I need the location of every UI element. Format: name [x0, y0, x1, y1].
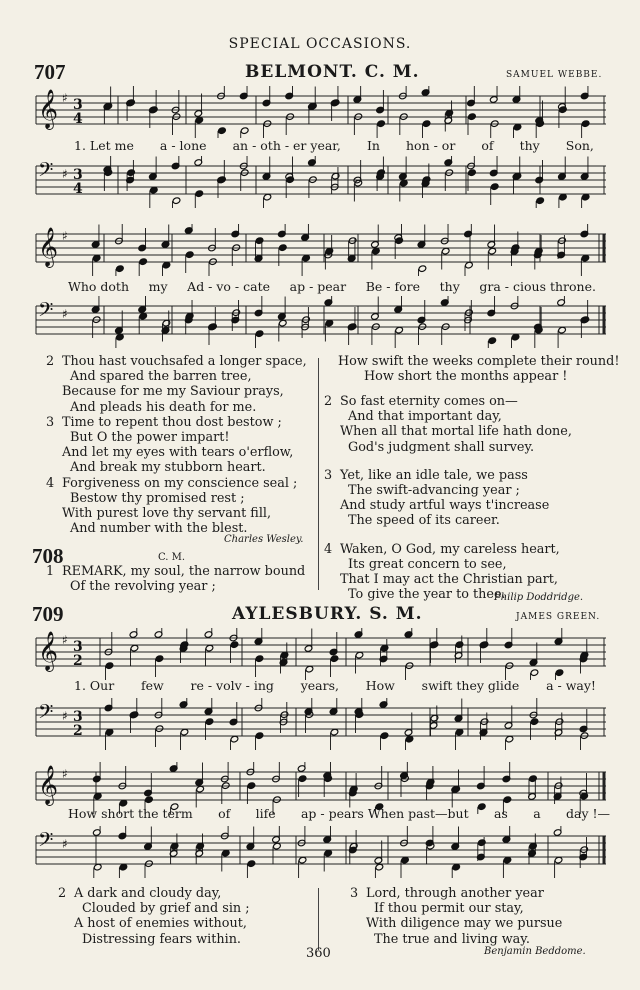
verse-text: But O the power impart! — [70, 430, 230, 446]
verse-line — [324, 483, 572, 498]
verse-text: The speed of its career. — [348, 513, 500, 529]
lyric-word: hon - or — [406, 138, 456, 153]
hymn-707-author: Charles Wesley. — [224, 534, 304, 545]
lyric-word: Be - fore — [365, 279, 420, 294]
verse-number: 1 — [46, 564, 55, 579]
verse-text: A dark and cloudy day, — [74, 886, 222, 901]
treble-clef-icon: 𝄞 — [38, 631, 59, 671]
belmont-bass-staff-1 — [0, 156, 640, 208]
bass-clef-icon: 𝄢 — [38, 158, 54, 186]
time-signature-bottom: 4 — [73, 181, 83, 197]
lyric-word: Son, — [565, 138, 594, 153]
verse-text: REMARK, my soul, the narrow bound — [62, 564, 306, 579]
verse-text: And that important day, — [348, 409, 502, 425]
verse-line — [324, 424, 572, 439]
hymn-707-tune: BELMONT. C. M. — [245, 62, 420, 82]
hymn-708-verse-1 — [46, 564, 305, 594]
verse-line — [324, 542, 572, 557]
column-divider-bottom — [318, 888, 319, 950]
lyric-word: 1. Let me — [74, 138, 134, 153]
lyric-word: as — [493, 806, 508, 821]
sharp-icon: ♯ — [62, 307, 68, 321]
verse-text: With purest love thy servant fill, — [62, 506, 272, 522]
verse-line — [58, 916, 250, 931]
treble-clef-icon: 𝄞 — [38, 227, 59, 267]
hymn-707-lyrics-line-1 — [74, 138, 594, 153]
hymn-707-composer: SAMUEL WEBBE. — [506, 70, 603, 80]
hymn-707-lyrics-line-2 — [68, 279, 596, 294]
verse-line — [350, 901, 562, 916]
lyric-word: Ad - vo - cate — [187, 279, 271, 294]
lyric-word: gra - cious throne. — [479, 279, 596, 294]
hymn-709-lyrics-line-2 — [68, 806, 610, 821]
lyric-word: thy — [519, 138, 540, 153]
verse-text: Lord, through another year — [366, 886, 544, 901]
time-signature-bottom: 2 — [73, 723, 83, 739]
verse-line — [46, 460, 307, 475]
verse-line — [324, 513, 572, 528]
hymn-708-verses — [324, 394, 572, 615]
verse-line — [324, 557, 572, 572]
hymn-708-number: 708 — [32, 544, 64, 568]
verse-text: Distressing fears within. — [82, 931, 242, 947]
verse-line — [324, 394, 572, 409]
page-header: SPECIAL OCCASIONS. — [228, 36, 412, 52]
bass-clef-icon: 𝄢 — [38, 700, 54, 728]
verse-line — [46, 506, 307, 521]
sharp-icon: ♯ — [62, 633, 68, 647]
verse-line — [324, 468, 572, 483]
lyric-word: thy — [439, 279, 460, 294]
verse-line — [46, 445, 307, 460]
verse-line — [46, 369, 307, 384]
verse-text: Thou hast vouchsafed a longer space, — [62, 354, 307, 369]
verse-line — [58, 901, 250, 916]
lyric-word: an - oth - er year, — [232, 138, 341, 153]
verse-line — [350, 886, 562, 901]
verse-line — [46, 564, 305, 579]
page-number: 360 — [306, 946, 331, 961]
lyric-word: few — [140, 678, 164, 693]
verse-text: And study artful ways t'increase — [340, 498, 550, 514]
hymn-709-author: Benjamin Beddome. — [484, 946, 586, 957]
hymn-708-meter: C. M. — [158, 552, 186, 563]
verse-text: Bestow thy promised rest ; — [70, 490, 245, 506]
hymn-709-verse-2 — [58, 886, 250, 947]
verse-number: 4 — [46, 475, 55, 491]
verse-text: Forgiveness on my conscience seal ; — [62, 475, 298, 491]
lyric-word: my — [148, 279, 168, 294]
bass-clef-icon: 𝄢 — [38, 828, 54, 856]
verse-line — [46, 384, 307, 399]
hymn-708-continued — [340, 354, 619, 384]
verse-text: The true and living way. — [374, 931, 530, 947]
column-divider-top — [318, 358, 319, 590]
lyric-word: a - way! — [546, 678, 596, 693]
time-signature-top: 3 — [73, 97, 83, 113]
verse-line — [324, 409, 572, 424]
verse-text: And number with the blest. — [70, 521, 248, 537]
verse-line — [46, 400, 307, 415]
verse-text: Because for me my Saviour prays, — [62, 384, 284, 400]
verse-line — [58, 886, 250, 901]
verse-line — [46, 579, 305, 594]
verse-text: And spared the barren tree, — [70, 369, 252, 385]
time-signature-top: 3 — [73, 639, 83, 655]
verse-line — [324, 440, 572, 455]
lyric-word: How short the term — [68, 806, 193, 821]
verse-number: 2 — [46, 354, 55, 369]
verse-text: And pleads his death for me. — [70, 399, 257, 415]
lyric-word: In — [366, 138, 380, 153]
belmont-treble-staff-2 — [0, 224, 640, 276]
verse-number: 3 — [350, 886, 359, 901]
lyric-word: of — [218, 806, 231, 821]
verse-line — [350, 932, 562, 947]
treble-clef-icon: 𝄞 — [38, 89, 59, 129]
lyric-word: a - lone — [159, 138, 207, 153]
lyric-word: day !— — [565, 806, 610, 821]
lyric-word: a — [533, 806, 541, 821]
sharp-icon: ♯ — [62, 229, 68, 243]
sharp-icon: ♯ — [62, 91, 68, 105]
verse-text: Waken, O God, my careless heart, — [340, 541, 560, 557]
lyric-word: How — [365, 678, 395, 693]
time-signature-bottom: 4 — [73, 111, 83, 127]
hymn-709-verse-3 — [350, 886, 562, 947]
aylesbury-bass-staff-2 — [0, 826, 640, 878]
hymn-709-lyrics-line-1 — [74, 678, 596, 693]
sharp-icon: ♯ — [62, 767, 68, 781]
verse-number: 2 — [58, 886, 67, 901]
verse-text: Its great concern to see, — [348, 556, 507, 572]
verse-text: To give the year to thee. — [348, 587, 506, 603]
verse-text: That I may act the Christian part, — [340, 572, 558, 588]
verse-text: So fast eternity comes on— — [340, 394, 518, 409]
belmont-treble-staff-1 — [0, 86, 640, 138]
verse-line — [324, 572, 572, 587]
verse-line — [324, 498, 572, 513]
belmont-bass-staff-2 — [0, 296, 640, 348]
verse-text: With diligence may we pursue — [366, 916, 563, 932]
hymn-708-author: Philip Doddridge. — [494, 592, 584, 603]
lyric-word: ap - pears When past—but — [300, 806, 469, 821]
verse-line — [58, 932, 250, 947]
verse-line — [350, 916, 562, 931]
lyric-word: 1. Our — [74, 678, 115, 693]
hymn-709-composer: JAMES GREEN. — [516, 612, 601, 622]
lyric-word: of — [481, 138, 494, 153]
aylesbury-treble-staff-1 — [0, 628, 640, 680]
verse-text: Of the revolving year ; — [70, 579, 216, 595]
verse-text: Clouded by grief and sin ; — [82, 901, 250, 917]
bass-clef-icon: 𝄢 — [38, 298, 54, 326]
verse-text: If thou permit our stay, — [374, 901, 524, 917]
hymn-707-verses — [46, 354, 307, 536]
verse-number: 4 — [324, 541, 333, 557]
verse-text: When all that mortal life hath done, — [340, 424, 572, 440]
time-signature-top: 3 — [73, 167, 83, 183]
aylesbury-bass-staff-1 — [0, 698, 640, 750]
verse-number: 3 — [46, 414, 55, 430]
verse-line — [46, 415, 307, 430]
verse-line — [46, 430, 307, 445]
lyric-word: life — [255, 806, 276, 821]
hymn-707-number: 707 — [34, 60, 66, 84]
verse-text: Time to repent thou dost bestow ; — [62, 414, 282, 430]
lyric-word: ap - pear — [289, 279, 347, 294]
lyric-word: re - volv - ing — [190, 678, 274, 693]
verse-line — [46, 476, 307, 491]
verse-number: 2 — [324, 394, 333, 409]
sharp-icon: ♯ — [62, 709, 68, 723]
treble-clef-icon: 𝄞 — [38, 765, 59, 805]
verse-line — [46, 491, 307, 506]
time-signature-top: 3 — [73, 709, 83, 725]
verse-text: God's judgment shall survey. — [348, 439, 535, 455]
lyric-word: years, — [300, 678, 339, 693]
time-signature-bottom: 2 — [73, 653, 83, 669]
verse-text: The swift-advancing year ; — [348, 483, 520, 499]
verse-line: How short the months appear ! — [364, 369, 568, 385]
hymn-709-tune: AYLESBURY. S. M. — [232, 604, 423, 624]
verse-line — [46, 354, 307, 369]
verse-text: A host of enemies without, — [74, 916, 247, 932]
lyric-word: swift they glide — [421, 678, 520, 693]
verse-text: And break my stubborn heart. — [70, 460, 266, 476]
sharp-icon: ♯ — [62, 837, 68, 851]
lyric-word: Who doth — [68, 279, 129, 294]
sharp-icon: ♯ — [62, 167, 68, 181]
verse-text: Yet, like an idle tale, we pass — [340, 467, 528, 483]
verse-text: And let my eyes with tears o'erflow, — [62, 445, 294, 461]
verse-line: How swift the weeks complete their round! — [338, 354, 620, 369]
verse-number: 3 — [324, 467, 333, 483]
hymn-709-number: 709 — [32, 602, 64, 626]
